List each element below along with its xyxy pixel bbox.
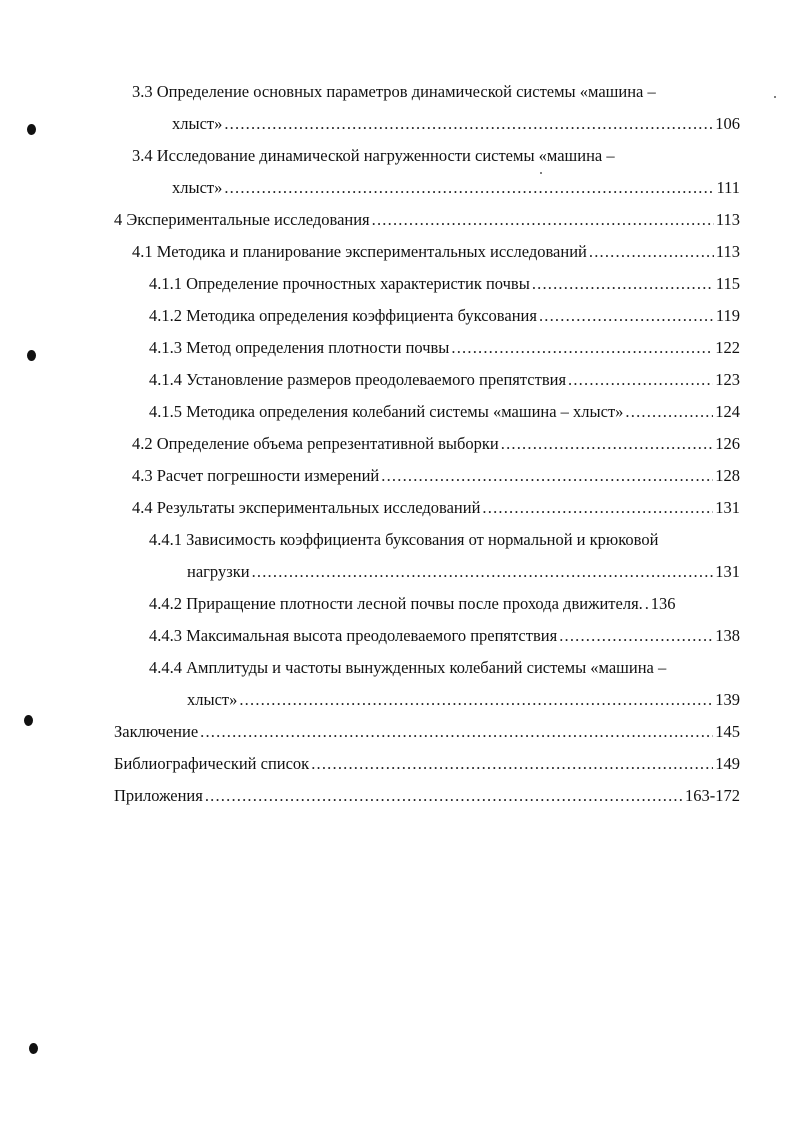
toc-entry-title: 4.4.4 Амплитуды и частоты вынужденных колебаний системы «машина – bbox=[149, 658, 667, 677]
dot-leader bbox=[501, 431, 714, 457]
toc-entry-title: 4.1.1 Определение прочностных характеристик почвы bbox=[149, 274, 530, 293]
dot-leader bbox=[559, 623, 713, 649]
dot-leader bbox=[205, 783, 683, 809]
toc-entry-continuation: хлыст» bbox=[172, 114, 223, 133]
toc-page-number: 123 bbox=[715, 370, 740, 389]
toc-entry-4-4-4[interactable] bbox=[149, 655, 740, 681]
toc-entry-conclusion[interactable] bbox=[114, 719, 740, 745]
toc-entry-4[interactable] bbox=[114, 207, 740, 233]
toc-page-number: 138 bbox=[715, 626, 740, 645]
toc-entry-title: Библиографический список bbox=[114, 754, 310, 773]
toc-page-number: 113 bbox=[715, 242, 740, 261]
toc-page-number: 113 bbox=[715, 210, 740, 229]
dot-leader bbox=[482, 495, 713, 521]
toc-entry-4-1-4[interactable] bbox=[149, 367, 740, 393]
toc-entry-4-1-5[interactable] bbox=[149, 399, 740, 425]
toc-entry-title: Приложения bbox=[114, 786, 203, 805]
dot-leader bbox=[252, 559, 714, 585]
toc-entry-title: 4 Экспериментальные исследования bbox=[114, 210, 370, 229]
toc-entry-4-1-2[interactable] bbox=[149, 303, 740, 329]
toc-page-number: 136 bbox=[650, 594, 676, 613]
toc-entry-4-1[interactable] bbox=[132, 239, 740, 265]
toc-entry-title: 4.1.4 Установление размеров преодолеваемого препятствия bbox=[149, 370, 567, 389]
toc-page-number: 115 bbox=[715, 274, 740, 293]
toc-entry-title: 3.3 Определение основных параметров динамической системы «машина – bbox=[132, 82, 656, 101]
toc-entry-title: 4.1 Методика и планирование экспериментальных исследований bbox=[132, 242, 587, 261]
toc-entry-3-4-cont[interactable] bbox=[172, 175, 740, 201]
toc-entry-4-4-4-cont[interactable] bbox=[187, 687, 740, 713]
toc-entry-title: 4.1.5 Методика определения колебаний системы «машина – хлыст» bbox=[149, 402, 624, 421]
toc-entry-4-2[interactable] bbox=[132, 431, 740, 457]
toc-entry-bibliography[interactable] bbox=[114, 751, 740, 777]
toc-entry-title: 4.3 Расчет погрешности измерений bbox=[132, 466, 380, 485]
toc-entry-4-4-2[interactable] bbox=[149, 591, 740, 617]
toc-page-number: 131 bbox=[715, 498, 740, 517]
toc-page-number: 111 bbox=[716, 178, 740, 197]
dot-leader bbox=[625, 399, 713, 425]
dot-leader bbox=[568, 367, 713, 393]
toc-page-number: 149 bbox=[715, 754, 740, 773]
toc-entry-title: 4.2 Определение объема репрезентативной выборки bbox=[132, 434, 499, 453]
toc-entry-title: 3.4 Исследование динамической нагруженности системы «машина – bbox=[132, 146, 615, 165]
toc-page-number: 128 bbox=[715, 466, 740, 485]
punch-hole bbox=[29, 1043, 38, 1054]
toc-page-number: 139 bbox=[715, 690, 740, 709]
toc-page-number: 145 bbox=[715, 722, 740, 741]
dot-leader bbox=[200, 719, 713, 745]
dot-leader bbox=[539, 303, 714, 329]
toc-entry-title: Заключение bbox=[114, 722, 199, 741]
toc-entry-4-4-3[interactable] bbox=[149, 623, 740, 649]
dot-leader bbox=[239, 687, 713, 713]
toc-page-number: 122 bbox=[715, 338, 740, 357]
scan-speck bbox=[774, 96, 776, 98]
dot-leader bbox=[381, 463, 713, 489]
toc-entry-3-3[interactable] bbox=[132, 79, 740, 105]
dot-leader bbox=[645, 591, 649, 617]
toc-page-number: 119 bbox=[715, 306, 740, 325]
toc-entry-continuation: хлыст» bbox=[187, 690, 238, 709]
toc-page-number: 126 bbox=[715, 434, 740, 453]
toc-page-number: 131 bbox=[715, 562, 740, 581]
toc-entry-4-1-3[interactable] bbox=[149, 335, 740, 361]
punch-hole bbox=[27, 124, 36, 135]
toc-entry-title: 4.1.2 Методика определения коэффициента буксования bbox=[149, 306, 537, 325]
toc-entry-4-1-1[interactable] bbox=[149, 271, 740, 297]
dot-leader bbox=[224, 111, 713, 137]
toc-entry-continuation: хлыст» bbox=[172, 178, 223, 197]
toc-entry-4-3[interactable] bbox=[132, 463, 740, 489]
toc-entry-3-3-cont[interactable] bbox=[172, 111, 740, 137]
toc-entry-title: 4.4.2 Приращение плотности лесной почвы после прохода движителя. bbox=[149, 594, 643, 613]
dot-leader bbox=[372, 207, 714, 233]
toc-page-number: 163-172 bbox=[685, 786, 740, 805]
toc-page-number: 124 bbox=[715, 402, 740, 421]
dot-leader bbox=[224, 175, 714, 201]
toc-entry-3-4[interactable] bbox=[132, 143, 740, 169]
punch-hole bbox=[27, 350, 36, 361]
toc-entry-appendices[interactable] bbox=[114, 783, 740, 809]
toc-entry-continuation: нагрузки bbox=[187, 562, 250, 581]
dot-leader bbox=[311, 751, 713, 777]
toc-entry-title: 4.4.1 Зависимость коэффициента буксования от нормальной и крюковой bbox=[149, 530, 659, 549]
dot-leader bbox=[532, 271, 714, 297]
toc-entry-4-4[interactable] bbox=[132, 495, 740, 521]
toc-entry-title: 4.4.3 Максимальная высота преодолеваемого препятствия bbox=[149, 626, 558, 645]
scan-speck bbox=[540, 172, 542, 174]
dot-leader bbox=[589, 239, 714, 265]
toc-entry-title: 4.1.3 Метод определения плотности почвы bbox=[149, 338, 450, 357]
punch-hole bbox=[24, 715, 33, 726]
toc-entry-title: 4.4 Результаты экспериментальных исследований bbox=[132, 498, 481, 517]
toc-entry-4-4-1-cont[interactable] bbox=[187, 559, 740, 585]
toc-page-number: 106 bbox=[715, 114, 740, 133]
dot-leader bbox=[451, 335, 713, 361]
toc-entry-4-4-1[interactable] bbox=[149, 527, 740, 553]
